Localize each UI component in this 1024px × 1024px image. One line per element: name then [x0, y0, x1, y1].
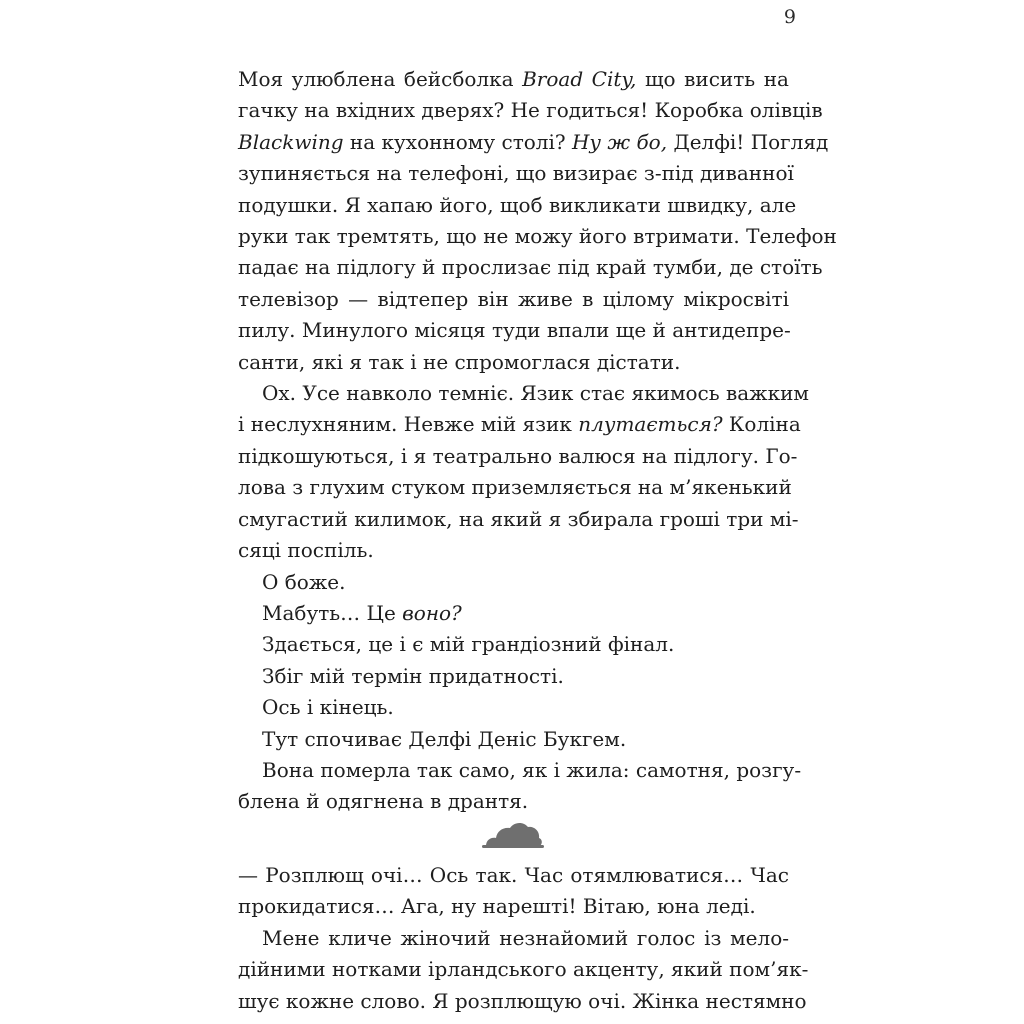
text-line: і неслухняним. Невже мій язик плутається? Коліна — [238, 412, 801, 437]
text-block-top — [238, 64, 837, 818]
text-line: руки так тремтять, що не можу його втримати. Телефон — [238, 224, 837, 249]
text-line: зупиняється на телефоні, що визирає з-під диванної — [238, 161, 794, 186]
text-line: — Розплющ очі… Ось так. Час отямлюватися… Час — [238, 863, 789, 887]
text-line: О боже. — [262, 569, 346, 594]
text-line: прокидатися… Ага, ну нарешті! Вітаю, юна леді. — [238, 894, 756, 919]
paragraph-5 — [238, 923, 809, 1017]
paragraph-2 — [238, 378, 809, 566]
text-line: смугастий килимок, на який я збирала гроші три мі- — [238, 506, 799, 531]
text-line: Тут спочиває Делфі Деніс Букгем. — [262, 726, 627, 751]
paragraph-4 — [238, 860, 789, 923]
text-line: Ох. Усе навколо темніє. Язик стає якимось важким — [262, 381, 809, 406]
text-line: телевізор — відтепер він живе в цілому мікросвіті — [238, 286, 789, 311]
paragraph-3 — [238, 755, 802, 818]
text-line: Вона померла так само, як і жила: самотня, розгу- — [262, 757, 802, 782]
text-line: дійними нотками ірландського акценту, який пом’як- — [238, 957, 809, 982]
text-line: санти, які я так і не спромоглася дістати. — [238, 349, 681, 374]
text-line: Мене кличе жіночий незнайомий голос із мело- — [262, 925, 789, 950]
cloud-icon — [482, 818, 544, 850]
text-line: пилу. Минулого місяця туди впали ще й антидепре- — [238, 318, 791, 343]
text-line: Збіг мій термін придатності. — [262, 663, 564, 688]
text-line: сяці поспіль. — [238, 538, 374, 563]
text-block-bottom — [238, 860, 809, 1017]
text-line: Здається, це і є мій грандіозний фінал. — [262, 632, 675, 657]
text-line: подушки. Я хапаю його, щоб викликати швидку, але — [238, 192, 797, 217]
text-line: лова з глухим стуком приземляється на м’якенький — [238, 475, 792, 500]
text-line: гачку на вхідних дверях? Не годиться! Коробка олівців — [238, 98, 823, 123]
text-line: падає на підлогу й прослизає під край тумби, де стоїть — [238, 255, 823, 280]
text-line: підкошуються, і я театрально валюся на підлогу. Го- — [238, 443, 798, 468]
text-line: Мабуть… Це воно? — [262, 600, 462, 625]
paragraph-1 — [238, 64, 837, 378]
text-line: Ось і кінець. — [262, 695, 394, 720]
page-number: 9 — [783, 6, 796, 28]
text-line: Blackwing на кухонному столі? Ну ж бо, Делфі! Погляд — [238, 129, 829, 154]
text-line: шує кожне слово. Я розплющую очі. Жінка нестямно — [238, 988, 807, 1013]
text-line: блена й одягнена в дрантя. — [238, 789, 529, 814]
text-line: Моя улюблена бейсболка Broad City, що висить на — [238, 67, 789, 91]
